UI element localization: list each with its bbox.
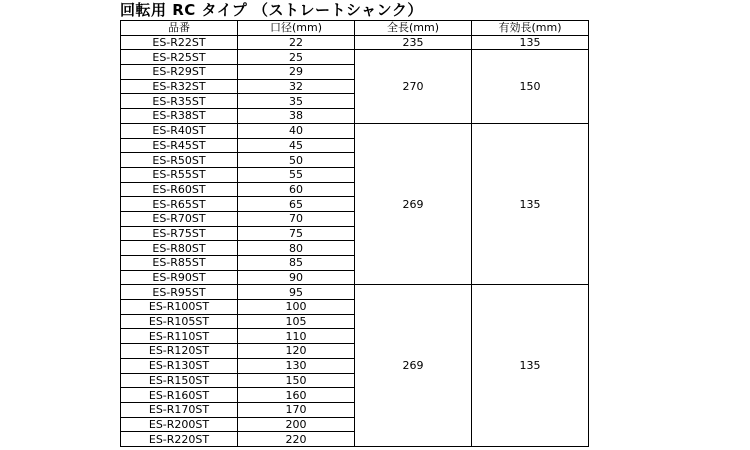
part-no-cell: ES-R90ST xyxy=(121,270,238,285)
diameter-cell: 120 xyxy=(238,344,355,359)
part-no-cell: ES-R220ST xyxy=(121,432,238,447)
part-no-cell: ES-R55ST xyxy=(121,167,238,182)
diameter-cell: 29 xyxy=(238,65,355,80)
diameter-cell: 105 xyxy=(238,314,355,329)
diameter-cell: 150 xyxy=(238,373,355,388)
part-no-cell: ES-R120ST xyxy=(121,344,238,359)
diameter-cell: 130 xyxy=(238,358,355,373)
diameter-cell: 80 xyxy=(238,241,355,256)
diameter-cell: 45 xyxy=(238,138,355,153)
diameter-cell: 95 xyxy=(238,285,355,300)
effective-length-cell: 135 xyxy=(472,285,589,447)
diameter-cell: 70 xyxy=(238,211,355,226)
part-no-cell: ES-R80ST xyxy=(121,241,238,256)
diameter-cell: 85 xyxy=(238,256,355,271)
effective-length-cell: 150 xyxy=(472,50,589,123)
part-no-cell: ES-R65ST xyxy=(121,197,238,212)
diameter-cell: 22 xyxy=(238,35,355,50)
table-row xyxy=(121,35,589,50)
part-no-cell: ES-R85ST xyxy=(121,256,238,271)
part-no-cell: ES-R150ST xyxy=(121,373,238,388)
part-no-cell: ES-R110ST xyxy=(121,329,238,344)
part-no-cell: ES-R130ST xyxy=(121,358,238,373)
diameter-cell: 160 xyxy=(238,388,355,403)
header-part-no: 品番 xyxy=(121,21,238,36)
part-no-cell: ES-R95ST xyxy=(121,285,238,300)
header-diameter: 口径(mm) xyxy=(238,21,355,36)
diameter-cell: 32 xyxy=(238,79,355,94)
part-no-cell: ES-R70ST xyxy=(121,211,238,226)
diameter-cell: 50 xyxy=(238,153,355,168)
part-no-cell: ES-R50ST xyxy=(121,153,238,168)
part-no-cell: ES-R38ST xyxy=(121,109,238,124)
header-effective-length: 有効長(mm) xyxy=(472,21,589,36)
diameter-cell: 38 xyxy=(238,109,355,124)
diameter-cell: 40 xyxy=(238,123,355,138)
part-no-cell: ES-R25ST xyxy=(121,50,238,65)
part-no-cell: ES-R60ST xyxy=(121,182,238,197)
diameter-cell: 60 xyxy=(238,182,355,197)
part-no-cell: ES-R105ST xyxy=(121,314,238,329)
part-no-cell: ES-R170ST xyxy=(121,402,238,417)
diameter-cell: 110 xyxy=(238,329,355,344)
table-header-row xyxy=(121,21,589,36)
table-row xyxy=(121,285,589,300)
part-no-cell: ES-R45ST xyxy=(121,138,238,153)
total-length-cell: 269 xyxy=(355,285,472,447)
total-length-cell: 269 xyxy=(355,123,472,285)
part-no-cell: ES-R32ST xyxy=(121,79,238,94)
diameter-cell: 65 xyxy=(238,197,355,212)
part-no-cell: ES-R75ST xyxy=(121,226,238,241)
diameter-cell: 200 xyxy=(238,417,355,432)
spec-table xyxy=(120,20,589,447)
effective-length-cell: 135 xyxy=(472,35,589,50)
part-no-cell: ES-R100ST xyxy=(121,300,238,315)
table-row xyxy=(121,123,589,138)
diameter-cell: 90 xyxy=(238,270,355,285)
part-no-cell: ES-R29ST xyxy=(121,65,238,80)
diameter-cell: 25 xyxy=(238,50,355,65)
part-no-cell: ES-R160ST xyxy=(121,388,238,403)
part-no-cell: ES-R40ST xyxy=(121,123,238,138)
table-row xyxy=(121,50,589,65)
part-no-cell: ES-R35ST xyxy=(121,94,238,109)
effective-length-cell: 135 xyxy=(472,123,589,285)
diameter-cell: 220 xyxy=(238,432,355,447)
page-title: 回転用 RC タイプ （ストレートシャンク） xyxy=(120,1,423,19)
part-no-cell: ES-R200ST xyxy=(121,417,238,432)
total-length-cell: 270 xyxy=(355,50,472,123)
diameter-cell: 170 xyxy=(238,402,355,417)
diameter-cell: 35 xyxy=(238,94,355,109)
total-length-cell: 235 xyxy=(355,35,472,50)
diameter-cell: 75 xyxy=(238,226,355,241)
diameter-cell: 100 xyxy=(238,300,355,315)
header-total-length: 全長(mm) xyxy=(355,21,472,36)
part-no-cell: ES-R22ST xyxy=(121,35,238,50)
diameter-cell: 55 xyxy=(238,167,355,182)
